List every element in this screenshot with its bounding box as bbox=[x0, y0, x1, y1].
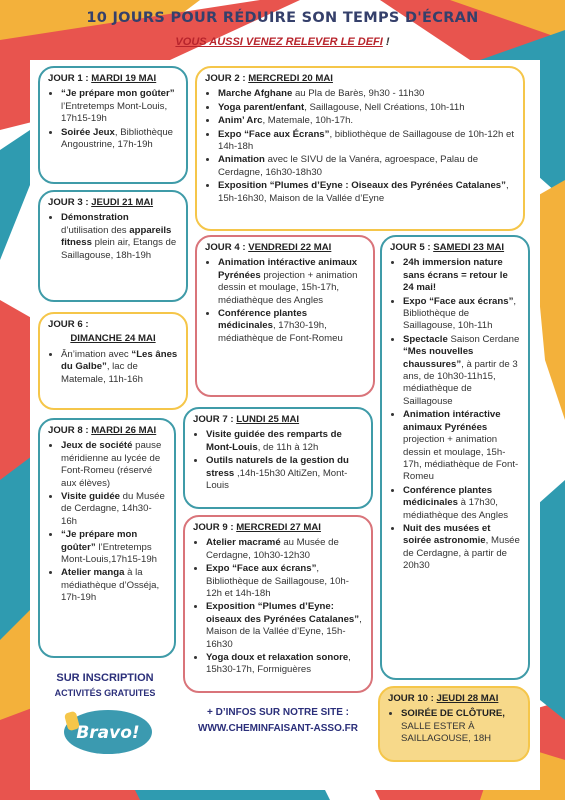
activity-name: Animation bbox=[218, 154, 265, 166]
day-label: JOUR 10 bbox=[388, 693, 428, 704]
day-box-8 bbox=[38, 418, 176, 658]
activity-item bbox=[61, 567, 166, 604]
day-separator: : bbox=[424, 242, 434, 253]
activity-item bbox=[403, 296, 520, 333]
activity-name: Yoga doux et relaxation sonore bbox=[206, 652, 349, 664]
activity-item bbox=[218, 88, 515, 100]
day-separator: : bbox=[82, 197, 92, 208]
activity-details: , Bibliothèque de Saillagouse, 10h-12h et 14h-18h bbox=[206, 563, 349, 600]
activity-name: Atelier macramé bbox=[206, 537, 281, 549]
day-date: MARDI 19 MAI bbox=[91, 73, 157, 84]
day-label: JOUR 1 bbox=[48, 73, 83, 84]
day-heading bbox=[48, 73, 178, 85]
day-label: JOUR 9 bbox=[193, 522, 228, 533]
day-heading bbox=[205, 242, 365, 254]
website-link[interactable]: WWW.CHEMINFAISANT-ASSO.FR bbox=[198, 723, 358, 734]
activity-item bbox=[403, 523, 520, 573]
day-box-10 bbox=[378, 686, 530, 762]
day-heading bbox=[388, 693, 520, 705]
day-separator: : bbox=[227, 522, 237, 533]
day-box-6 bbox=[38, 312, 188, 410]
activity-item bbox=[218, 180, 515, 205]
day-heading bbox=[193, 414, 363, 426]
activity-details: , 15h-16h30, Maison de la Vallée d’Eyne bbox=[218, 180, 509, 204]
activity-name: Yoga parent/enfant bbox=[218, 101, 305, 113]
activity-details: Saison Cerdane bbox=[447, 333, 520, 345]
activity-name: Expo “Face aux Écrans” bbox=[218, 128, 330, 140]
activity-details: à 17h30, médiathèque des Angles bbox=[403, 497, 509, 521]
day-date: MARDI 26 MAI bbox=[91, 425, 157, 436]
free-activities-label: ACTIVITÉS GRATUITES bbox=[54, 688, 156, 698]
activity-item bbox=[403, 485, 520, 522]
more-info-label: + D’INFOS SUR NOTRE SITE : bbox=[207, 707, 349, 718]
activity-item bbox=[218, 129, 515, 154]
activity-item bbox=[206, 455, 363, 492]
activity-details: projection + animation dessin et moulage, 15h-17h, médiathèque des Angles bbox=[218, 269, 358, 306]
activity-item bbox=[206, 429, 363, 454]
activity-item bbox=[61, 529, 166, 566]
activity-name: Jeux de société bbox=[61, 440, 133, 452]
activity-name: Expo “Face aux écrans” bbox=[206, 563, 317, 575]
activity-details: à la médiathèque d’Osséja, 17h-19h bbox=[61, 567, 160, 604]
activity-details: , de 11h à 12h bbox=[257, 441, 319, 453]
activity-item bbox=[218, 257, 365, 307]
activity-details: , Maison de la Vallée d’Eyne, 15h-16h30 bbox=[206, 613, 362, 650]
activity-item bbox=[403, 257, 520, 294]
activity-name: Animation intéractive animaux Pyrénées bbox=[218, 257, 358, 281]
activity-name: appareils fitness bbox=[61, 224, 172, 249]
day-date: VENDREDI 22 MAI bbox=[248, 242, 332, 253]
day-separator: : bbox=[239, 73, 249, 84]
day-separator: : bbox=[239, 242, 249, 253]
activity-name: “Je prépare mon goûter” bbox=[61, 529, 138, 553]
activity-list bbox=[390, 257, 520, 572]
subtitle-challenge: VOUS AUSSI VENEZ RELEVER LE DEFI bbox=[175, 36, 383, 48]
activity-details: , Saillagouse, Nell Créations, 10h-11h bbox=[304, 101, 465, 113]
day-label: JOUR 6 bbox=[48, 319, 83, 330]
activity-item bbox=[61, 212, 178, 262]
activity-list bbox=[193, 537, 363, 676]
day-date: MERCREDI 20 MAI bbox=[248, 73, 333, 84]
activity-name: “Les ânes du Galbe” bbox=[61, 348, 178, 373]
activity-details: ,14h-15h30 AltiZen, Mont-Louis bbox=[206, 467, 348, 492]
activity-item bbox=[218, 102, 515, 114]
activity-list bbox=[48, 440, 166, 604]
activity-details: , bibliothèque de Saillagouse de 10h-12h et 14h-18h bbox=[218, 128, 515, 153]
activity-list bbox=[48, 212, 178, 262]
activity-name: Exposition “Plumes d’Eyne : Oiseaux des Pyrénées Catalanes” bbox=[218, 180, 506, 192]
activity-name: Spectacle bbox=[403, 333, 448, 345]
activity-list bbox=[388, 708, 520, 745]
activity-list bbox=[193, 429, 363, 492]
page-subtitle bbox=[0, 36, 565, 48]
activity-name: Animation intéractive animaux Pyrénées bbox=[403, 409, 501, 433]
bravo-sticker bbox=[60, 706, 156, 756]
activity-details: du Musée de Cerdagne, 14h30-16h bbox=[61, 491, 165, 527]
activity-name: Atelier manga bbox=[61, 567, 125, 579]
page-title: 10 JOURS POUR RÉDUIRE SON TEMPS D'ÉCRAN bbox=[86, 10, 479, 26]
activity-name: Expo “Face aux écrans” bbox=[403, 295, 514, 307]
subtitle-exclamation: ! bbox=[382, 36, 390, 48]
day-heading bbox=[48, 425, 166, 437]
day-label: JOUR 8 bbox=[48, 425, 83, 436]
activity-name: Soirée Jeux bbox=[61, 126, 115, 138]
activity-name: Nuit des musées et soirée astronomie bbox=[403, 522, 491, 547]
activity-name: Marche Afghane bbox=[218, 88, 293, 100]
activity-details: plein air, Etangs de Saillagouse, 18h-19h bbox=[61, 237, 177, 261]
day-box-2 bbox=[195, 66, 525, 231]
activity-name: Démonstration bbox=[61, 212, 129, 224]
activity-details: l’Entretemps Mont-Louis, 17h15-19h bbox=[61, 100, 168, 125]
day-date: JEUDI 21 MAI bbox=[91, 197, 154, 208]
day-heading bbox=[48, 197, 178, 209]
activity-item bbox=[206, 563, 363, 600]
day-box-4 bbox=[195, 235, 375, 397]
activity-list bbox=[48, 88, 178, 151]
day-date: MERCREDI 27 MAI bbox=[236, 522, 321, 533]
activity-item bbox=[61, 491, 166, 528]
day-heading bbox=[390, 242, 520, 254]
activity-details: , 15h30-17h, Formiguères bbox=[206, 652, 351, 676]
day-separator: : bbox=[82, 73, 92, 84]
inscription-label: SUR INSCRIPTION bbox=[56, 672, 154, 684]
day-heading bbox=[205, 73, 515, 85]
activity-item bbox=[218, 308, 365, 345]
day-date: JEUDI 28 MAI bbox=[436, 693, 499, 704]
activity-details: SALLE ESTER À SAILLAGOUSE, 18H bbox=[401, 720, 492, 745]
activity-item bbox=[403, 409, 520, 483]
activity-item bbox=[206, 601, 363, 651]
activity-list bbox=[48, 349, 178, 386]
activity-list bbox=[205, 257, 365, 345]
activity-name: “Mes nouvelles chaussures” bbox=[403, 346, 474, 370]
activity-item bbox=[61, 127, 178, 152]
activity-name: SOIRÉE DE CLÔTURE, bbox=[401, 708, 505, 720]
activity-details: au Musée de Cerdagne, 10h30-12h30 bbox=[206, 537, 339, 561]
activity-item bbox=[61, 88, 178, 125]
day-label: JOUR 5 bbox=[390, 242, 425, 253]
activity-name: Visite guidée des remparts de Mont-Louis bbox=[206, 429, 342, 453]
day-box-5 bbox=[380, 235, 530, 680]
day-box-9 bbox=[183, 515, 373, 693]
activity-item bbox=[206, 537, 363, 562]
activity-item bbox=[61, 440, 166, 490]
activity-details: pause méridienne au lycée de Font-Romeu (réservé aux élèves) bbox=[61, 440, 162, 489]
activity-details: l’Entretemps Mont-Louis,17h15-19h bbox=[61, 541, 158, 566]
activity-details: , lac de Matemale, 11h-16h bbox=[61, 361, 143, 385]
activity-details: , à partir de 3 ans, de 10h30-11h15, médiathèque de Saillagouse bbox=[403, 358, 518, 407]
day-box-1 bbox=[38, 66, 188, 184]
day-label: JOUR 7 bbox=[193, 414, 228, 425]
activity-item bbox=[218, 154, 515, 179]
bravo-text: Bravo! bbox=[76, 723, 140, 743]
day-box-7 bbox=[183, 407, 373, 509]
day-separator: : bbox=[428, 693, 437, 704]
day-label: JOUR 3 bbox=[48, 197, 83, 208]
activity-list bbox=[205, 88, 515, 205]
activity-details: au Pla de Barès, 9h30 - 11h30 bbox=[292, 88, 425, 100]
day-label: JOUR 2 bbox=[205, 73, 240, 84]
day-heading bbox=[193, 522, 363, 534]
activity-details: avec le SIVU de la Vanéra, agroespace, Palau de Cerdagne, 16h30-18h30 bbox=[218, 154, 479, 178]
activity-name: “Je prépare mon goûter” bbox=[61, 88, 175, 100]
activity-details: , Bibliothèque de Saillagouse, 10h-11h bbox=[403, 295, 517, 332]
activity-name: Conférence plantes médicinales bbox=[218, 308, 308, 332]
day-separator: : bbox=[82, 319, 89, 330]
day-box-3 bbox=[38, 190, 188, 302]
activity-item bbox=[401, 708, 520, 745]
day-heading bbox=[48, 319, 178, 346]
day-date: DIMANCHE 24 MAI bbox=[70, 333, 156, 345]
activity-item bbox=[218, 115, 515, 127]
activity-name: 24h immersion nature sans écrans = retour le 24 mai! bbox=[403, 257, 508, 294]
activity-name: Outils naturels de la gestion du stress bbox=[206, 455, 349, 479]
activity-name: Visite guidée bbox=[61, 491, 121, 503]
activity-details: , Matemale, 10h-17h. bbox=[262, 115, 354, 127]
activity-details: , Musée de Cerdagne, à partir de 20h30 bbox=[403, 535, 520, 572]
activity-details: , 17h30-19h, médiathèque de Font-Romeu bbox=[218, 320, 343, 344]
activity-name: Exposition “Plumes d’Eyne: oiseaux des Pyrénées Catalanes” bbox=[206, 601, 360, 625]
activity-details: , Bibliothèque Angoustrine, 17h-19h bbox=[61, 126, 174, 151]
day-separator: : bbox=[82, 425, 92, 436]
activity-details: projection + animation dessin et moulage, 15h-17h, médiathèque de Font-Romeu bbox=[403, 434, 519, 483]
activity-item bbox=[61, 349, 178, 386]
day-label: JOUR 4 bbox=[205, 242, 240, 253]
day-date: SAMEDI 23 MAI bbox=[433, 242, 505, 253]
activity-name: Conférence plantes médicinales bbox=[403, 484, 493, 509]
activity-details: d’utilisation des bbox=[61, 224, 130, 236]
activity-name: Anim’ Arc bbox=[218, 115, 263, 127]
activity-item bbox=[403, 334, 520, 408]
day-date: LUNDI 25 MAI bbox=[236, 414, 300, 425]
activity-details: Ân’imation avec bbox=[61, 348, 132, 360]
activity-item bbox=[206, 652, 363, 677]
day-separator: : bbox=[227, 414, 237, 425]
